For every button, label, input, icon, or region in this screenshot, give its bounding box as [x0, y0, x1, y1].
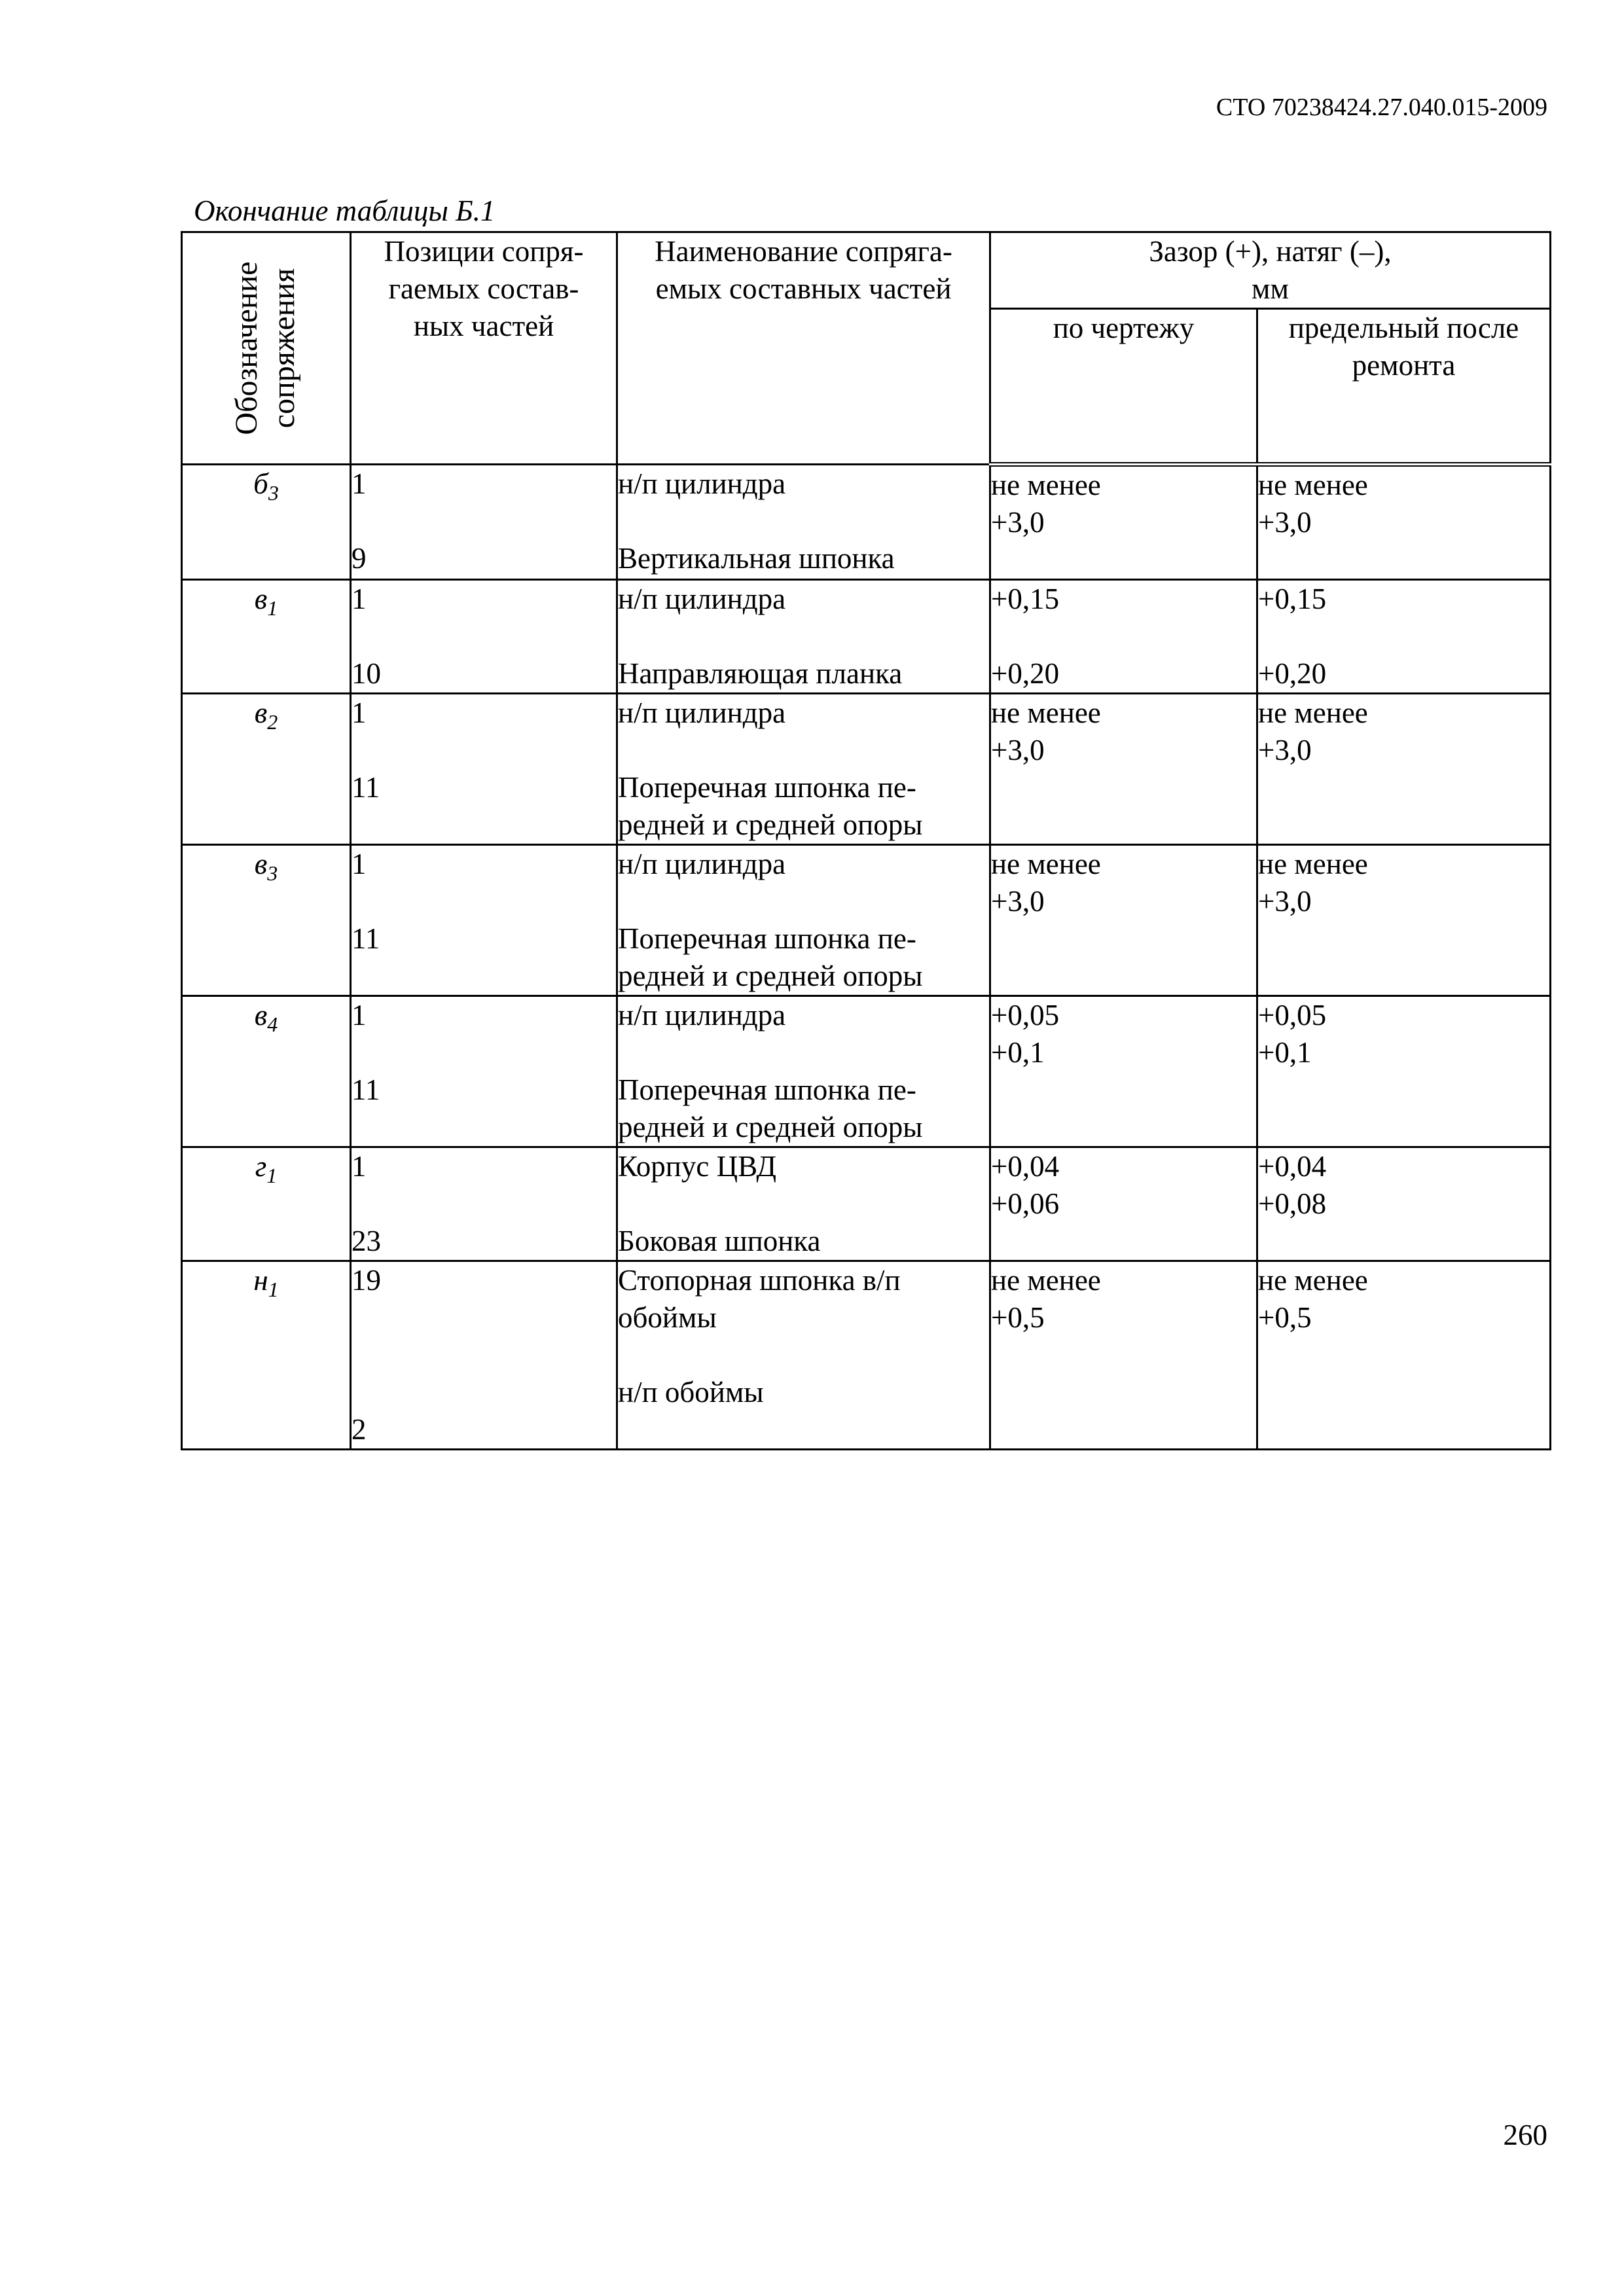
header-limit-after-repair	[1257, 309, 1551, 465]
positions-cell	[351, 465, 617, 580]
limit-cell-line: +0,20	[1258, 657, 1327, 690]
names-cell-line: н/п цилиндра	[618, 583, 786, 615]
limit-cell-line	[1258, 1411, 1549, 1448]
designation-index: 2	[267, 710, 278, 734]
by-drawing-cell-line: +0,04	[991, 1150, 1060, 1183]
header-limit-line: предельный после	[1288, 312, 1519, 344]
positions-cell	[351, 996, 617, 1147]
positions-cell-line: 10	[352, 657, 381, 690]
by-drawing-cell	[990, 694, 1257, 845]
positions-cell	[351, 845, 617, 996]
limit-cell-line	[1258, 618, 1549, 655]
names-cell-line	[618, 1034, 989, 1071]
by-drawing-cell	[990, 1147, 1257, 1261]
limit-cell	[1257, 694, 1551, 845]
table-row	[182, 1147, 1551, 1261]
header-clearance-line: мм	[1252, 272, 1289, 305]
names-cell-line: н/п цилиндра	[618, 848, 786, 880]
by-drawing-cell-line	[991, 1109, 1256, 1146]
names-cell-line: н/п цилиндра	[618, 696, 786, 729]
positions-cell-line	[352, 1374, 616, 1411]
positions-cell-line: 2	[352, 1413, 367, 1446]
limit-cell-line	[1258, 1071, 1549, 1109]
table-caption: Окончание таблицы Б.1	[194, 194, 496, 227]
header-positions-line: Позиции сопря-	[384, 235, 584, 268]
names-cell	[617, 465, 990, 580]
names-cell-line: обоймы	[618, 1301, 717, 1334]
limit-cell-line: +3,0	[1258, 734, 1312, 766]
by-drawing-cell-line: +0,20	[991, 657, 1060, 690]
by-drawing-cell-line	[991, 1071, 1256, 1109]
designation-cell	[182, 996, 351, 1147]
names-cell-line: н/п цилиндра	[618, 467, 786, 500]
limit-cell-line: не менее	[1258, 696, 1368, 729]
positions-cell-line: 11	[352, 1073, 380, 1106]
limit-cell-line: +3,0	[1258, 885, 1312, 918]
names-cell-line: редней и средней опоры	[618, 1111, 923, 1143]
by-drawing-cell	[990, 845, 1257, 996]
by-drawing-cell-line: +0,05	[991, 999, 1060, 1031]
header-names-line: Наименование сопряга-	[655, 235, 952, 268]
names-cell-line: Поперечная шпонка пе-	[618, 771, 916, 804]
names-cell-line	[618, 883, 989, 920]
positions-cell-line: 1	[352, 999, 367, 1031]
positions-cell-line	[352, 1034, 616, 1071]
data-table	[181, 231, 1551, 1450]
positions-cell-line	[352, 883, 616, 920]
limit-cell	[1257, 1261, 1551, 1450]
designation-cell	[182, 1261, 351, 1450]
limit-cell-line: +3,0	[1258, 506, 1312, 539]
table-row	[182, 465, 1551, 580]
positions-cell-line	[352, 1299, 616, 1336]
by-drawing-cell-line: +3,0	[991, 734, 1045, 766]
header-clearance-group	[990, 232, 1551, 309]
positions-cell-line: 1	[352, 1150, 367, 1183]
designation-index: 4	[267, 1013, 278, 1036]
by-drawing-cell-line	[991, 1374, 1256, 1411]
designation-cell	[182, 580, 351, 694]
positions-cell-line: 9	[352, 542, 367, 575]
table-row	[182, 694, 1551, 845]
document-code: СТО 70238424.27.040.015-2009	[1216, 94, 1547, 121]
by-drawing-cell-line	[991, 541, 1256, 579]
designation-index: 1	[267, 596, 278, 620]
designation-cell	[182, 465, 351, 580]
names-cell-line: Направляющая планка	[618, 657, 903, 690]
names-cell-line: Корпус ЦВД	[618, 1150, 777, 1183]
header-names-line: емых составных частей	[655, 272, 952, 305]
limit-cell-line: +0,1	[1258, 1036, 1312, 1069]
names-cell-line: Поперечная шпонка пе-	[618, 1073, 916, 1106]
limit-cell-line	[1258, 1109, 1549, 1146]
designation-letter: н	[253, 1264, 268, 1297]
designation-index: 1	[266, 1164, 278, 1187]
positions-cell-line: 11	[352, 771, 380, 804]
designation-index: 3	[268, 481, 279, 505]
designation-letter: в	[254, 848, 268, 880]
page-number: 260	[1503, 2119, 1547, 2151]
header-positions	[351, 232, 617, 465]
positions-cell-line: 1	[352, 848, 367, 880]
by-drawing-cell-line: +3,0	[991, 506, 1045, 539]
header-limit-line: ремонта	[1352, 349, 1456, 382]
names-cell	[617, 996, 990, 1147]
table-row	[182, 1261, 1551, 1450]
names-cell	[617, 1147, 990, 1261]
header-positions-line: гаемых состав-	[388, 272, 579, 305]
names-cell-line: н/п цилиндра	[618, 999, 786, 1031]
designation-letter: в	[254, 583, 268, 615]
by-drawing-cell-line	[991, 958, 1256, 995]
by-drawing-cell-line	[991, 1411, 1256, 1448]
positions-cell-line	[352, 732, 616, 769]
table-body	[182, 465, 1551, 1450]
limit-cell-line	[1258, 806, 1549, 844]
limit-cell-line: +0,15	[1258, 583, 1327, 615]
names-cell-line	[618, 503, 989, 540]
names-cell-line: редней и средней опоры	[618, 960, 923, 992]
names-cell-line	[618, 732, 989, 769]
table-row	[182, 996, 1551, 1147]
names-cell-line	[618, 1336, 989, 1374]
by-drawing-cell-line	[991, 769, 1256, 806]
limit-cell-line	[1258, 958, 1549, 995]
limit-cell-line: +0,5	[1258, 1301, 1312, 1334]
by-drawing-cell-line: не менее	[991, 469, 1101, 501]
positions-cell-line	[352, 1336, 616, 1374]
positions-cell-line	[352, 1185, 616, 1223]
by-drawing-cell-line: +3,0	[991, 885, 1045, 918]
names-cell	[617, 694, 990, 845]
positions-cell-line	[352, 1109, 616, 1146]
names-cell-line: Стопорная шпонка в/п	[618, 1264, 901, 1297]
names-cell-line: Боковая шпонка	[618, 1225, 821, 1257]
limit-cell-line: +0,08	[1258, 1187, 1327, 1220]
header-by-drawing: по чертежу	[990, 309, 1257, 465]
limit-cell-line: +0,05	[1258, 999, 1327, 1031]
limit-cell-line	[1258, 541, 1549, 579]
designation-cell	[182, 845, 351, 996]
names-cell-line	[618, 618, 989, 655]
designation-index: 3	[267, 861, 278, 885]
positions-cell-line	[352, 503, 616, 540]
by-drawing-cell-line: +0,06	[991, 1187, 1060, 1220]
names-cell	[617, 845, 990, 996]
by-drawing-cell-line: +0,1	[991, 1036, 1045, 1069]
names-cell-line	[618, 1185, 989, 1223]
header-designation-line: Обозначение	[228, 261, 264, 435]
limit-cell	[1257, 465, 1551, 580]
positions-cell	[351, 1261, 617, 1450]
limit-cell	[1257, 580, 1551, 694]
by-drawing-cell-line: +0,5	[991, 1301, 1045, 1334]
limit-cell-line: +0,04	[1258, 1150, 1327, 1183]
names-cell-line: редней и средней опоры	[618, 808, 923, 841]
by-drawing-cell	[990, 580, 1257, 694]
limit-cell-line	[1258, 1374, 1549, 1411]
by-drawing-cell-line	[991, 1223, 1256, 1260]
limit-cell-line: не менее	[1258, 1264, 1368, 1297]
limit-cell-line: не менее	[1258, 848, 1368, 880]
limit-cell-line: не менее	[1258, 469, 1368, 501]
header-designation	[182, 232, 351, 465]
by-drawing-cell	[990, 1261, 1257, 1450]
by-drawing-cell-line: не менее	[991, 1264, 1101, 1297]
header-names	[617, 232, 990, 465]
names-cell-line: н/п обоймы	[618, 1376, 764, 1408]
positions-cell-line: 23	[352, 1225, 381, 1257]
positions-cell-line: 1	[352, 696, 367, 729]
designation-letter: в	[254, 696, 268, 729]
by-drawing-cell-line: не менее	[991, 696, 1101, 729]
positions-cell-line: 1	[352, 583, 367, 615]
positions-cell-line	[352, 618, 616, 655]
limit-cell	[1257, 1147, 1551, 1261]
names-cell-line: Вертикальная шпонка	[618, 542, 895, 575]
table-row	[182, 845, 1551, 996]
header-positions-line: ных частей	[413, 310, 554, 342]
by-drawing-cell-line: не менее	[991, 848, 1101, 880]
positions-cell-line: 1	[352, 467, 367, 500]
positions-cell	[351, 1147, 617, 1261]
designation-letter: в	[254, 999, 268, 1031]
limit-cell	[1257, 996, 1551, 1147]
designation-letter: б	[253, 467, 268, 500]
limit-cell-line	[1258, 1223, 1549, 1260]
positions-cell	[351, 694, 617, 845]
designation-index: 1	[268, 1278, 279, 1301]
by-drawing-cell	[990, 996, 1257, 1147]
names-cell	[617, 580, 990, 694]
limit-cell	[1257, 845, 1551, 996]
by-drawing-cell-line	[991, 618, 1256, 655]
designation-letter: г	[255, 1150, 267, 1183]
designation-cell	[182, 1147, 351, 1261]
names-cell	[617, 1261, 990, 1450]
positions-cell-line	[352, 806, 616, 844]
positions-cell	[351, 580, 617, 694]
positions-cell-line: 11	[352, 922, 380, 955]
header-clearance-line: Зазор (+), натяг (–),	[1149, 235, 1392, 268]
by-drawing-cell	[990, 465, 1257, 580]
by-drawing-cell-line: +0,15	[991, 583, 1060, 615]
header-designation-line: сопряжения	[266, 268, 301, 429]
by-drawing-cell-line	[991, 1336, 1256, 1374]
names-cell-line	[618, 1411, 989, 1448]
limit-cell-line	[1258, 920, 1549, 958]
designation-cell	[182, 694, 351, 845]
table-row	[182, 580, 1551, 694]
by-drawing-cell-line	[991, 920, 1256, 958]
positions-cell-line	[352, 958, 616, 995]
names-cell-line: Поперечная шпонка пе-	[618, 922, 916, 955]
limit-cell-line	[1258, 769, 1549, 806]
by-drawing-cell-line	[991, 806, 1256, 844]
positions-cell-line: 19	[352, 1264, 381, 1297]
limit-cell-line	[1258, 1336, 1549, 1374]
